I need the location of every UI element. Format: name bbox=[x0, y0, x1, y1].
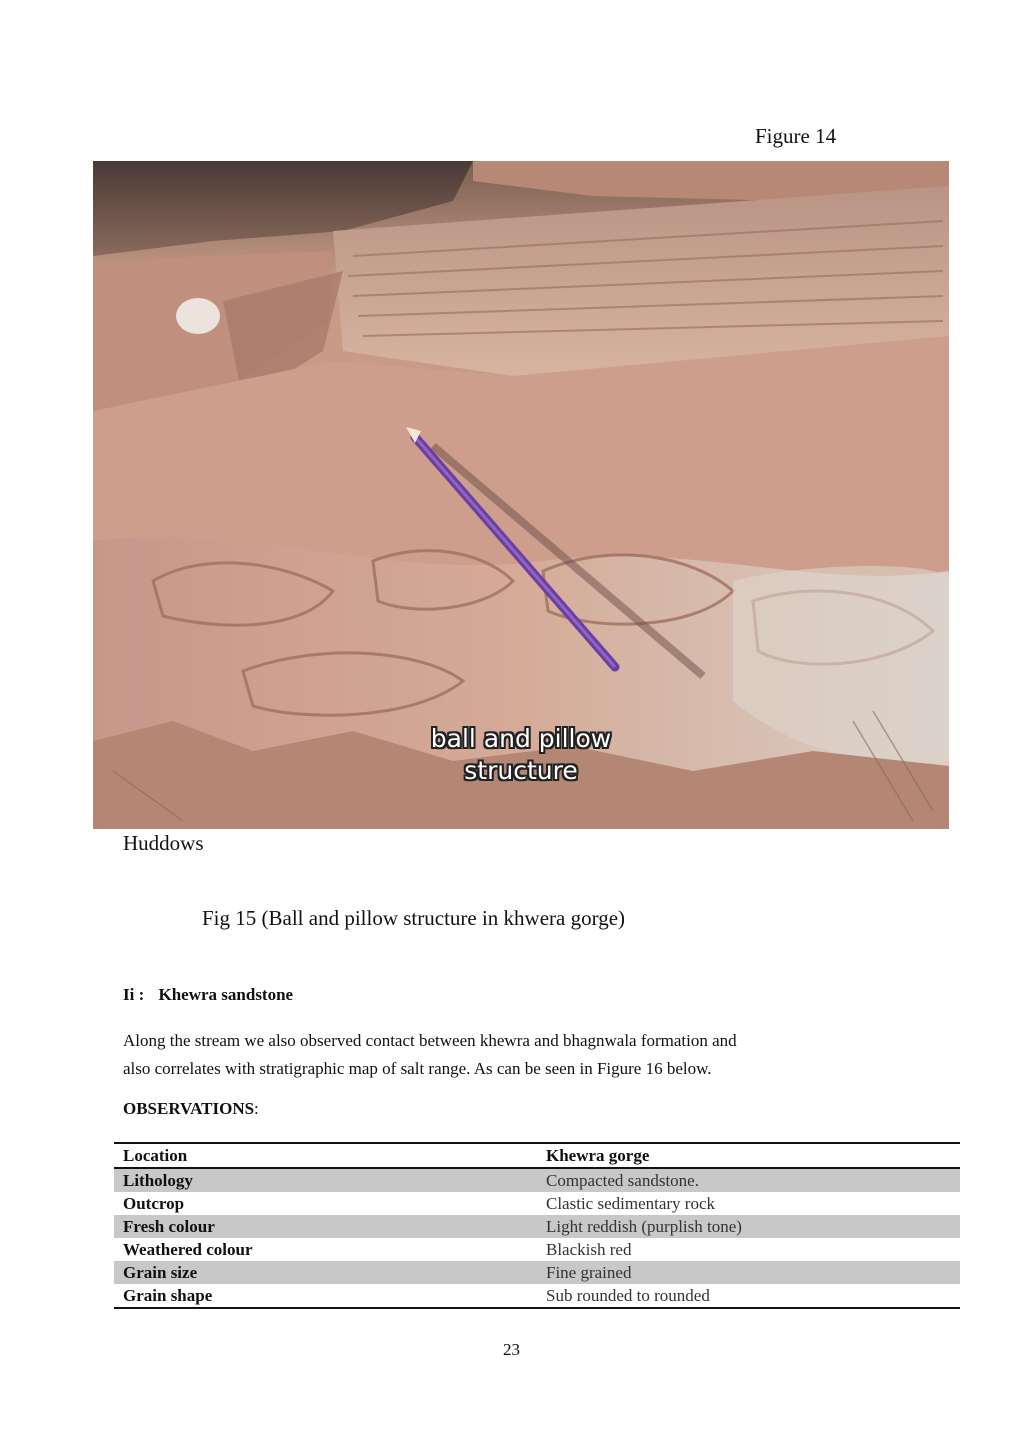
row-value: Light reddish (purplish tone) bbox=[537, 1215, 960, 1238]
row-label: Weathered colour bbox=[123, 1240, 253, 1259]
row-label: Outcrop bbox=[123, 1194, 185, 1213]
paragraph-line: also correlates with stratigraphic map of salt range. As can be seen in Figure 16 below. bbox=[123, 1059, 712, 1078]
table-header-label: Location bbox=[114, 1143, 537, 1168]
row-label: Grain shape bbox=[114, 1284, 537, 1308]
table-header-row bbox=[114, 1143, 960, 1168]
section-heading bbox=[123, 985, 293, 1005]
table-row bbox=[114, 1261, 960, 1284]
photo-caption bbox=[93, 723, 949, 787]
figure-label: Figure 14 bbox=[755, 124, 837, 148]
table-row bbox=[114, 1168, 960, 1192]
table-row bbox=[114, 1215, 960, 1238]
observations-colon: : bbox=[254, 1099, 259, 1118]
table-row bbox=[114, 1238, 960, 1261]
table-row bbox=[114, 1284, 960, 1308]
row-value: Sub rounded to rounded bbox=[537, 1284, 960, 1308]
table-row bbox=[114, 1192, 960, 1215]
observations-heading bbox=[123, 1099, 259, 1119]
row-label: Grain size bbox=[114, 1261, 537, 1284]
row-value: Clastic sedimentary rock bbox=[546, 1194, 716, 1213]
photo-caption-line2: structure bbox=[464, 756, 578, 785]
photo-caption-line1: ball and pillow bbox=[430, 724, 612, 753]
paragraph-line: Along the stream we also observed contact between khewra and bhagnwala formation and bbox=[123, 1031, 737, 1050]
body-paragraph bbox=[123, 1027, 903, 1083]
huddows-label: Huddows bbox=[123, 831, 204, 855]
row-value: Compacted sandstone. bbox=[537, 1168, 960, 1192]
figure-caption: Fig 15 (Ball and pillow structure in khwera gorge) bbox=[202, 906, 626, 930]
row-label: Lithology bbox=[114, 1168, 537, 1192]
row-value: Fine grained bbox=[537, 1261, 960, 1284]
row-value: Blackish red bbox=[546, 1240, 632, 1259]
table-header-value: Khewra gorge bbox=[537, 1143, 960, 1168]
observations-label: OBSERVATIONS bbox=[123, 1099, 255, 1118]
outcrop-photo bbox=[93, 161, 949, 829]
section-number: Ii : bbox=[123, 985, 145, 1004]
section-title: Khewra sandstone bbox=[158, 985, 294, 1004]
observations-table bbox=[114, 1142, 960, 1309]
row-label: Fresh colour bbox=[114, 1215, 537, 1238]
page-number: 23 bbox=[503, 1340, 520, 1359]
